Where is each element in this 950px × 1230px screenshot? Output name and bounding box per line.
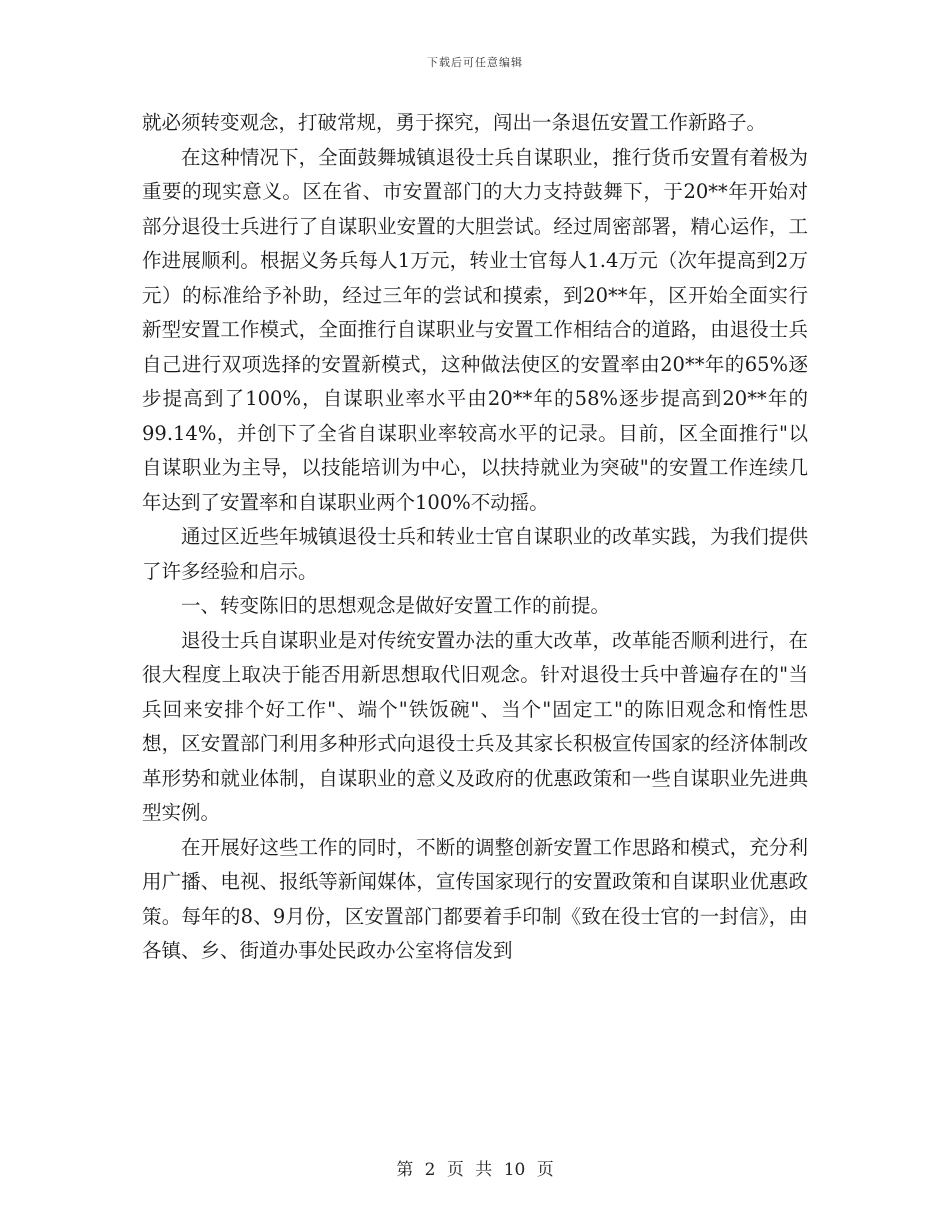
paragraph-1: 就必须转变观念，打破常规，勇于探究，闯出一条退伍安置工作新路子。: [142, 111, 767, 134]
paragraph-3: 通过区近些年城镇退役士兵和转业士官自谋职业的改革实践，为我们提供了许多经验和启示。: [142, 525, 808, 583]
section-heading-1: 一、转变陈旧的思想观念是做好安置工作的前提。: [181, 594, 611, 617]
page-header: 下载后可任意编辑: [427, 56, 523, 69]
paragraph-2: 在这种情况下，全面鼓舞城镇退役士兵自谋职业，推行货币安置有着极为重要的现实意义。区在省、市安置部门的大力支持鼓舞下，于20**年开始对部分退役士兵进行了自谋职业安置的大胆尝试。经过周密部署，精心运作，工作进展顺利。根据义务兵每人1万元，转业士官每人1.4万元（次年提高到2万元）的标准给予补助，经过三年的尝试和摸索，到20**年，区开始全面实行新型安置工作模式，全面推行自谋职业与安置工作相结合的道路，由退役士兵自己进行双项选择的安置新模式，这种做法使区的安置率由20**年的65%逐步提高到了100%，自谋职业率水平由20**年的58%逐步提高到20**年的99.14%，并创下了全省自谋职业率较高水平的记录。目前，区全面推行"以自谋职业为主导，以技能培训为中心，以扶持就业为突破"的安置工作连续几年达到了安置率和自谋职业两个100%不动摇。: [142, 145, 808, 514]
paragraph-4: 退役士兵自谋职业是对传统安置办法的重大改革，改革能否顺利进行，在很大程度上取决于能否用新思想取代旧观念。针对退役士兵中普遍存在的"当兵回来安排个好工作"、端个"铁饭碗"、当个"固定工"的陈旧观念和惰性思想，区安置部门利用多种形式向退役士兵及其家长积极宣传国家的经济体制改革形势和就业体制，自谋职业的意义及政府的优惠政策和一些自谋职业先进典型实例。: [142, 628, 808, 824]
paragraph-5: 在开展好这些工作的同时，不断的调整创新安置工作思路和模式，充分利用广播、电视、报纸等新闻媒体，宣传国家现行的安置政策和自谋职业优惠政策。每年的8、9月份，区安置部门都要着手印制《致在役士官的一封信》，由各镇、乡、街道办事处民政办公室将信发到: [142, 835, 808, 962]
page-number: 第 2 页 共 10 页: [396, 1160, 554, 1180]
document-body: [142, 106, 808, 969]
